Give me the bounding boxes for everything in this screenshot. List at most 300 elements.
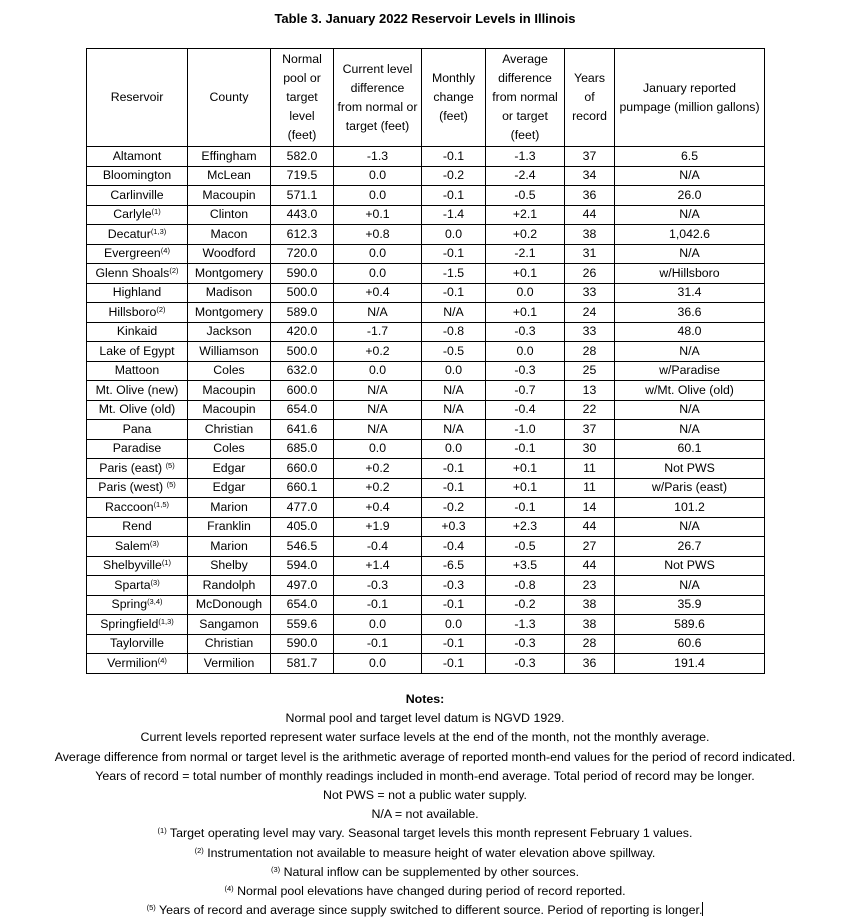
current-difference-cell: 0.0 — [334, 439, 422, 459]
county-cell: Montgomery — [188, 303, 271, 323]
current-difference-cell: -1.3 — [334, 147, 422, 167]
column-header-county: County — [188, 49, 271, 147]
reservoir-name: Springfield — [100, 616, 159, 631]
reservoir-name: Spring — [111, 597, 148, 612]
current-difference-cell: +0.4 — [334, 498, 422, 518]
table-row — [87, 459, 765, 479]
reservoir-name: Highland — [112, 285, 162, 300]
monthly-change-cell: +0.3 — [422, 517, 486, 537]
years-of-record-cell: 27 — [565, 537, 615, 557]
county-cell: Macoupin — [188, 381, 271, 401]
normal-pool-cell: 685.0 — [271, 439, 334, 459]
reservoir-name-cell — [87, 205, 188, 225]
current-difference-cell: +0.2 — [334, 342, 422, 362]
current-difference-cell: -0.3 — [334, 576, 422, 596]
monthly-change-cell: -0.1 — [422, 595, 486, 615]
pumpage-cell: 36.6 — [615, 303, 765, 323]
normal-pool-cell: 632.0 — [271, 361, 334, 381]
pumpage-cell: 6.5 — [615, 147, 765, 167]
normal-pool-cell: 582.0 — [271, 147, 334, 167]
reservoir-name: Paris (west) — [98, 480, 167, 495]
footnote-marker: (1) — [151, 207, 161, 217]
normal-pool-cell: 500.0 — [271, 283, 334, 303]
current-difference-cell: 0.0 — [334, 244, 422, 264]
years-of-record-cell: 26 — [565, 264, 615, 284]
reservoir-name-cell — [87, 595, 188, 615]
note-line: Normal pool and target level datum is NGVD 1929. — [285, 711, 565, 726]
current-difference-cell: 0.0 — [334, 615, 422, 635]
years-of-record-cell: 38 — [565, 225, 615, 245]
reservoir-name-cell — [87, 576, 188, 596]
note-line: Years of record = total number of monthly readings included in month-end average. Total period of record may be longer. — [95, 768, 755, 783]
pumpage-cell: 101.2 — [615, 498, 765, 518]
current-difference-cell: +0.2 — [334, 459, 422, 479]
footnote-marker: (3) — [149, 538, 160, 548]
column-header-pumpage: January reported pumpage (million gallons) — [615, 49, 765, 147]
table-row — [87, 342, 765, 362]
pumpage-cell: Not PWS — [615, 459, 765, 479]
years-of-record-cell: 30 — [565, 439, 615, 459]
normal-pool-cell: 654.0 — [271, 595, 334, 615]
current-difference-cell: -0.1 — [334, 595, 422, 615]
monthly-change-cell: -0.1 — [422, 147, 486, 167]
normal-pool-cell: 405.0 — [271, 517, 334, 537]
monthly-change-cell: -0.1 — [422, 283, 486, 303]
reservoir-name-cell — [87, 361, 188, 381]
average-difference-cell: 0.0 — [486, 342, 565, 362]
monthly-change-cell: -0.4 — [422, 537, 486, 557]
normal-pool-cell: 612.3 — [271, 225, 334, 245]
pumpage-cell: 589.6 — [615, 615, 765, 635]
normal-pool-cell: 590.0 — [271, 264, 334, 284]
monthly-change-cell: -0.2 — [422, 498, 486, 518]
footnote-marker: (3) — [150, 577, 160, 587]
current-difference-cell: -0.4 — [334, 537, 422, 557]
years-of-record-cell: 31 — [565, 244, 615, 264]
table-title: Table 3. January 2022 Reservoir Levels in Illinois — [274, 11, 576, 26]
table-row — [87, 400, 765, 420]
years-of-record-cell: 28 — [565, 634, 615, 654]
average-difference-cell: -0.3 — [486, 361, 565, 381]
pumpage-cell: N/A — [615, 576, 765, 596]
county-cell: Macoupin — [188, 186, 271, 206]
monthly-change-cell: -0.3 — [422, 576, 486, 596]
pumpage-cell: w/Paris (east) — [615, 478, 765, 498]
current-difference-cell: -0.1 — [334, 634, 422, 654]
footnote-marker: (2) — [169, 265, 179, 275]
years-of-record-cell: 14 — [565, 498, 615, 518]
table-row — [87, 634, 765, 654]
monthly-change-cell: -0.2 — [422, 166, 486, 186]
current-difference-cell: +0.8 — [334, 225, 422, 245]
normal-pool-cell: 559.6 — [271, 615, 334, 635]
county-cell: Christian — [188, 634, 271, 654]
reservoir-name: Carlinville — [110, 187, 164, 202]
footnote-marker: (1) — [161, 558, 171, 568]
average-difference-cell: -0.5 — [486, 537, 565, 557]
county-cell: Clinton — [188, 205, 271, 225]
notes-heading: Notes: — [405, 692, 445, 706]
county-cell: Shelby — [188, 556, 271, 576]
column-header-current-difference: Current level difference from normal or target (feet) — [334, 49, 422, 147]
county-cell: Montgomery — [188, 264, 271, 284]
county-cell: Woodford — [188, 244, 271, 264]
average-difference-cell: +2.3 — [486, 517, 565, 537]
reservoir-name: Sparta — [114, 577, 151, 592]
table-row — [87, 595, 765, 615]
county-cell: Christian — [188, 420, 271, 440]
footnote-marker: (5) — [165, 460, 175, 470]
monthly-change-cell: -0.1 — [422, 478, 486, 498]
average-difference-cell: -0.5 — [486, 186, 565, 206]
monthly-change-cell: -0.8 — [422, 322, 486, 342]
normal-pool-cell: 500.0 — [271, 342, 334, 362]
reservoir-name: Paris (east) — [99, 460, 166, 475]
average-difference-cell: +0.1 — [486, 478, 565, 498]
footnote-line — [0, 824, 850, 843]
normal-pool-cell: 546.5 — [271, 537, 334, 557]
reservoir-name-cell — [87, 556, 188, 576]
current-difference-cell: 0.0 — [334, 186, 422, 206]
current-difference-cell: N/A — [334, 400, 422, 420]
monthly-change-cell: -6.5 — [422, 556, 486, 576]
pumpage-cell: N/A — [615, 400, 765, 420]
pumpage-cell: 60.6 — [615, 634, 765, 654]
years-of-record-cell: 33 — [565, 283, 615, 303]
normal-pool-cell: 720.0 — [271, 244, 334, 264]
table-row — [87, 478, 765, 498]
monthly-change-cell: 0.0 — [422, 615, 486, 635]
table-row — [87, 244, 765, 264]
county-cell: Sangamon — [188, 615, 271, 635]
notes-list — [0, 709, 850, 824]
table-row — [87, 186, 765, 206]
monthly-change-cell: 0.0 — [422, 361, 486, 381]
normal-pool-cell: 719.5 — [271, 166, 334, 186]
table-row — [87, 147, 765, 167]
footnote-marker: (3,4) — [147, 597, 163, 607]
reservoir-name-cell — [87, 186, 188, 206]
pumpage-cell: 48.0 — [615, 322, 765, 342]
reservoir-name: Bloomington — [102, 168, 172, 183]
current-difference-cell: 0.0 — [334, 166, 422, 186]
reservoir-name-cell — [87, 459, 188, 479]
county-cell: Marion — [188, 537, 271, 557]
reservoir-name: Taylorville — [110, 636, 164, 651]
reservoir-name-cell — [87, 420, 188, 440]
table-row — [87, 264, 765, 284]
reservoir-name-cell — [87, 615, 188, 635]
county-cell: Coles — [188, 361, 271, 381]
reservoir-name: Lake of Egypt — [99, 343, 175, 358]
table-row — [87, 361, 765, 381]
pumpage-cell: N/A — [615, 420, 765, 440]
monthly-change-cell: N/A — [422, 400, 486, 420]
footnote-marker: (3) — [270, 864, 281, 874]
note-line: Current levels reported represent water surface levels at the end of the month, not the monthly average. — [140, 730, 710, 745]
reservoir-name: Pana — [122, 421, 152, 436]
monthly-change-cell: N/A — [422, 303, 486, 323]
reservoir-name-cell — [87, 244, 188, 264]
reservoir-name: Mattoon — [114, 363, 160, 378]
current-difference-cell: 0.0 — [334, 654, 422, 674]
current-difference-cell: -1.7 — [334, 322, 422, 342]
county-cell: Randolph — [188, 576, 271, 596]
county-cell: McLean — [188, 166, 271, 186]
footnote-marker: (1) — [157, 826, 167, 836]
current-difference-cell: +1.9 — [334, 517, 422, 537]
monthly-change-cell: -0.1 — [422, 186, 486, 206]
normal-pool-cell: 420.0 — [271, 322, 334, 342]
county-cell: Vermilion — [188, 654, 271, 674]
years-of-record-cell: 38 — [565, 595, 615, 615]
table-row — [87, 303, 765, 323]
current-difference-cell: 0.0 — [334, 361, 422, 381]
county-cell: Franklin — [188, 517, 271, 537]
county-cell: Jackson — [188, 322, 271, 342]
reservoir-name: Mt. Olive (old) — [98, 402, 176, 417]
reservoir-name: Decatur — [107, 226, 151, 241]
normal-pool-cell: 477.0 — [271, 498, 334, 518]
average-difference-cell: -2.1 — [486, 244, 565, 264]
years-of-record-cell: 24 — [565, 303, 615, 323]
years-of-record-cell: 33 — [565, 322, 615, 342]
average-difference-cell: -1.3 — [486, 615, 565, 635]
footnote-marker: (4) — [160, 246, 170, 256]
average-difference-cell: -0.3 — [486, 322, 565, 342]
reservoir-name: Mt. Olive (new) — [95, 382, 179, 397]
current-difference-cell: 0.0 — [334, 264, 422, 284]
years-of-record-cell: 34 — [565, 166, 615, 186]
column-header-monthly-change: Monthly change (feet) — [422, 49, 486, 147]
footnote-marker: (5) — [146, 903, 156, 913]
pumpage-cell: w/Mt. Olive (old) — [615, 381, 765, 401]
average-difference-cell: +3.5 — [486, 556, 565, 576]
current-difference-cell: +0.2 — [334, 478, 422, 498]
normal-pool-cell: 654.0 — [271, 400, 334, 420]
monthly-change-cell: -0.1 — [422, 654, 486, 674]
average-difference-cell: +0.1 — [486, 459, 565, 479]
footnote-marker: (5) — [166, 480, 176, 490]
normal-pool-cell: 660.0 — [271, 459, 334, 479]
pumpage-cell: 35.9 — [615, 595, 765, 615]
county-cell: McDonough — [188, 595, 271, 615]
reservoir-name-cell — [87, 381, 188, 401]
years-of-record-cell: 37 — [565, 147, 615, 167]
reservoir-name: Glenn Shoals — [95, 265, 170, 280]
reservoir-name-cell — [87, 225, 188, 245]
years-of-record-cell: 37 — [565, 420, 615, 440]
years-of-record-cell: 28 — [565, 342, 615, 362]
table-body — [87, 147, 765, 674]
normal-pool-cell: 581.7 — [271, 654, 334, 674]
pumpage-cell: w/Paradise — [615, 361, 765, 381]
average-difference-cell: -0.1 — [486, 439, 565, 459]
average-difference-cell: -0.1 — [486, 498, 565, 518]
monthly-change-cell: -0.1 — [422, 244, 486, 264]
reservoir-name-cell — [87, 498, 188, 518]
table-row — [87, 556, 765, 576]
reservoir-name-cell — [87, 400, 188, 420]
footnote-marker: (1,5) — [153, 499, 169, 509]
county-cell: Effingham — [188, 147, 271, 167]
reservoir-name: Paradise — [112, 441, 162, 456]
average-difference-cell: -2.4 — [486, 166, 565, 186]
monthly-change-cell: -0.5 — [422, 342, 486, 362]
years-of-record-cell: 11 — [565, 478, 615, 498]
table-row — [87, 283, 765, 303]
pumpage-cell: 1,042.6 — [615, 225, 765, 245]
pumpage-cell: N/A — [615, 205, 765, 225]
column-header-years-of-record: Years of record — [565, 49, 615, 147]
footnotes-list — [0, 824, 850, 920]
table-row — [87, 225, 765, 245]
pumpage-cell: 60.1 — [615, 439, 765, 459]
average-difference-cell: +0.1 — [486, 303, 565, 323]
reservoir-name-cell — [87, 439, 188, 459]
monthly-change-cell: 0.0 — [422, 439, 486, 459]
reservoir-name: Shelbyville — [103, 558, 162, 573]
note-line: Not PWS = not a public water supply. — [323, 788, 527, 803]
years-of-record-cell: 36 — [565, 654, 615, 674]
table-row — [87, 517, 765, 537]
footnote-text: Instrumentation not available to measure height of water elevation above spillway. — [203, 845, 656, 860]
average-difference-cell: -0.3 — [486, 634, 565, 654]
reservoir-name-cell — [87, 342, 188, 362]
county-cell: Madison — [188, 283, 271, 303]
pumpage-cell: N/A — [615, 244, 765, 264]
reservoir-name-cell — [87, 478, 188, 498]
pumpage-cell: w/Hillsboro — [615, 264, 765, 284]
column-header-average-difference: Average difference from normal or target (feet) — [486, 49, 565, 147]
reservoir-name-cell — [87, 634, 188, 654]
footnote-line — [0, 844, 850, 863]
average-difference-cell: -0.8 — [486, 576, 565, 596]
years-of-record-cell: 23 — [565, 576, 615, 596]
table-row — [87, 654, 765, 674]
reservoir-name-cell — [87, 264, 188, 284]
reservoir-name: Rend — [122, 519, 152, 534]
monthly-change-cell: -0.1 — [422, 634, 486, 654]
pumpage-cell: 26.7 — [615, 537, 765, 557]
normal-pool-cell: 589.0 — [271, 303, 334, 323]
table-row — [87, 537, 765, 557]
average-difference-cell: -0.3 — [486, 654, 565, 674]
pumpage-cell: N/A — [615, 342, 765, 362]
normal-pool-cell: 590.0 — [271, 634, 334, 654]
reservoir-name-cell — [87, 166, 188, 186]
table-row — [87, 615, 765, 635]
monthly-change-cell: -1.5 — [422, 264, 486, 284]
footnote-marker: (2) — [194, 845, 204, 855]
reservoir-name-cell — [87, 283, 188, 303]
table-row — [87, 498, 765, 518]
footnote-marker: (2) — [156, 304, 166, 314]
current-difference-cell: +0.1 — [334, 205, 422, 225]
reservoir-name: Vermilion — [107, 655, 158, 670]
years-of-record-cell: 44 — [565, 556, 615, 576]
county-cell: Williamson — [188, 342, 271, 362]
note-line: N/A = not available. — [371, 807, 479, 822]
reservoir-name: Altamont — [112, 148, 162, 163]
average-difference-cell: -0.4 — [486, 400, 565, 420]
table-row — [87, 420, 765, 440]
notes-section — [0, 690, 850, 920]
years-of-record-cell: 25 — [565, 361, 615, 381]
average-difference-cell: +0.2 — [486, 225, 565, 245]
pumpage-cell: 191.4 — [615, 654, 765, 674]
years-of-record-cell: 44 — [565, 517, 615, 537]
reservoir-name: Carlyle — [113, 207, 152, 222]
normal-pool-cell: 594.0 — [271, 556, 334, 576]
years-of-record-cell: 13 — [565, 381, 615, 401]
reservoir-name-cell — [87, 537, 188, 557]
county-cell: Marion — [188, 498, 271, 518]
table-row — [87, 576, 765, 596]
average-difference-cell: -0.2 — [486, 595, 565, 615]
footnote-line — [0, 863, 850, 882]
reservoir-name-cell — [87, 517, 188, 537]
reservoir-name: Salem — [114, 538, 150, 553]
monthly-change-cell: N/A — [422, 381, 486, 401]
current-difference-cell: N/A — [334, 303, 422, 323]
years-of-record-cell: 44 — [565, 205, 615, 225]
reservoir-name: Evergreen — [104, 246, 161, 261]
county-cell: Macon — [188, 225, 271, 245]
average-difference-cell: -0.7 — [486, 381, 565, 401]
average-difference-cell: -1.3 — [486, 147, 565, 167]
pumpage-cell: 31.4 — [615, 283, 765, 303]
table-row — [87, 381, 765, 401]
years-of-record-cell: 22 — [565, 400, 615, 420]
footnote-line — [0, 882, 850, 901]
note-line: Average difference from normal or target level is the arithmetic average of reported month-end values for the period of record indicated. — [54, 749, 796, 764]
footnote-text: Normal pool elevations have changed during period of record reported. — [233, 884, 626, 899]
column-header-reservoir: Reservoir — [87, 49, 188, 147]
reservoir-name-cell — [87, 322, 188, 342]
table-row — [87, 439, 765, 459]
county-cell: Edgar — [188, 478, 271, 498]
text-cursor — [702, 902, 703, 916]
pumpage-cell: N/A — [615, 517, 765, 537]
table-header-row — [87, 49, 765, 147]
footnote-marker: (4) — [157, 655, 167, 665]
footnote-text: Years of record and average since supply switched to different source. Period of reporting is longer. — [155, 903, 703, 918]
footnote-marker: (4) — [224, 884, 234, 894]
footnote-text: Natural inflow can be supplemented by other sources. — [280, 864, 580, 879]
current-difference-cell: +0.4 — [334, 283, 422, 303]
footnote-line — [0, 901, 850, 920]
reservoir-name: Kinkaid — [116, 324, 158, 339]
average-difference-cell: +0.1 — [486, 264, 565, 284]
current-difference-cell: +1.4 — [334, 556, 422, 576]
footnote-text: Target operating level may vary. Seasonal target levels this month represent February 1 values. — [166, 826, 693, 841]
average-difference-cell: -1.0 — [486, 420, 565, 440]
table-row — [87, 322, 765, 342]
current-difference-cell: N/A — [334, 420, 422, 440]
pumpage-cell: N/A — [615, 166, 765, 186]
normal-pool-cell: 497.0 — [271, 576, 334, 596]
monthly-change-cell: 0.0 — [422, 225, 486, 245]
footnote-marker: (1,3) — [150, 226, 167, 236]
reservoir-name: Raccoon — [105, 499, 154, 514]
normal-pool-cell: 571.1 — [271, 186, 334, 206]
normal-pool-cell: 641.6 — [271, 420, 334, 440]
pumpage-cell: 26.0 — [615, 186, 765, 206]
years-of-record-cell: 38 — [565, 615, 615, 635]
average-difference-cell: 0.0 — [486, 283, 565, 303]
average-difference-cell: +2.1 — [486, 205, 565, 225]
